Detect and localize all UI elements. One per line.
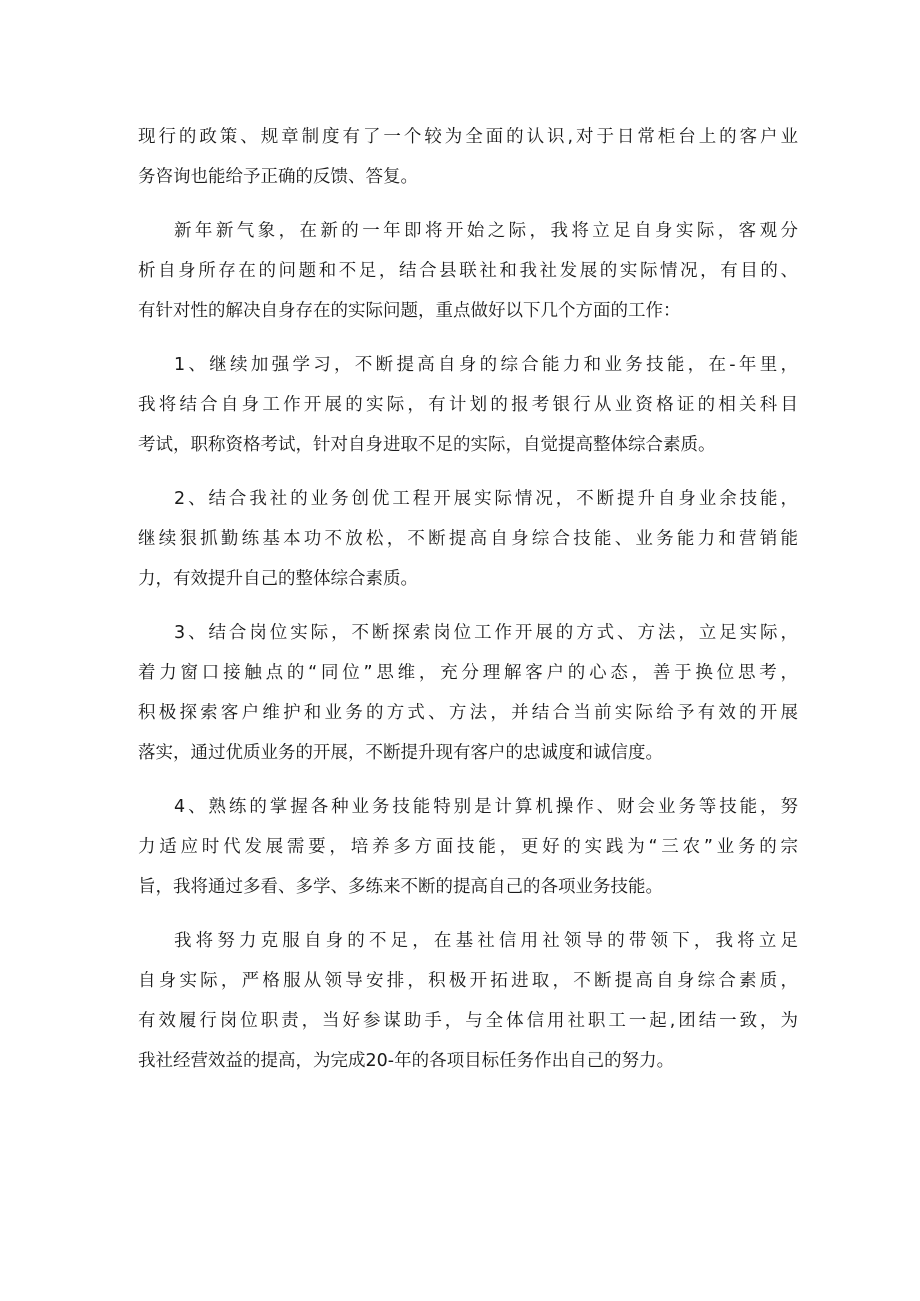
document-body bbox=[138, 117, 798, 1095]
text-line: 2、结合我社的业务创优工程开展实际情况，不断提升自身业余技能， bbox=[174, 489, 798, 509]
text-line: 落实，通过优质业务的开展，不断提升现有客户的忠诚度和诚信度。 bbox=[138, 743, 663, 763]
text-line: 自身实际，严格服从领导安排，积极开拓进取，不断提高自身综合素质， bbox=[138, 971, 798, 991]
text-line: 析自身所存在的问题和不足，结合县联社和我社发展的实际情况，有目的、 bbox=[138, 261, 798, 281]
text-line: 现行的政策、规章制度有了一个较为全面的认识,对于日常柜台上的客户业 bbox=[138, 127, 798, 147]
text-line: 我社经营效益的提高，为完成20-年的各项目标任务作出自己的努力。 bbox=[138, 1051, 675, 1071]
text-line: 有针对性的解决自身存在的实际问题，重点做好以下几个方面的工作： bbox=[138, 301, 681, 321]
text-line: 3、结合岗位实际，不断探索岗位工作开展的方式、方法，立足实际， bbox=[174, 623, 798, 643]
paragraph-item-4 bbox=[138, 787, 798, 907]
paragraph-item-3 bbox=[138, 613, 798, 773]
text-line: 新年新气象，在新的一年即将开始之际，我将立足自身实际，客观分 bbox=[174, 221, 798, 241]
text-line: 继续狠抓勤练基本功不放松，不断提高自身综合技能、业务能力和营销能 bbox=[138, 529, 798, 549]
text-line: 1、继续加强学习，不断提高自身的综合能力和业务技能，在-年里， bbox=[174, 355, 798, 375]
text-line: 力，有效提升自己的整体综合素质。 bbox=[138, 569, 418, 589]
text-line: 考试，职称资格考试，针对自身进取不足的实际，自觉提高整体综合素质。 bbox=[138, 435, 716, 455]
text-line: 务咨询也能给予正确的反馈、答复。 bbox=[138, 167, 418, 187]
text-line: 旨，我将通过多看、多学、多练来不断的提高自己的各项业务技能。 bbox=[138, 877, 663, 897]
paragraph-item-1 bbox=[138, 345, 798, 465]
paragraph-conclusion bbox=[138, 921, 798, 1081]
text-line: 有效履行岗位职责，当好参谋助手，与全体信用社职工一起,团结一致，为 bbox=[138, 1011, 798, 1031]
text-line: 着力窗口接触点的“同位”思维，充分理解客户的心态，善于换位思考， bbox=[138, 663, 798, 683]
paragraph-item-2 bbox=[138, 479, 798, 599]
text-line: 我将努力克服自身的不足，在基社信用社领导的带领下，我将立足 bbox=[174, 931, 798, 951]
text-line: 4、熟练的掌握各种业务技能特别是计算机操作、财会业务等技能，努 bbox=[174, 797, 798, 817]
paragraph-new-year-plan bbox=[138, 211, 798, 331]
paragraph-continuation bbox=[138, 117, 798, 197]
text-line: 积极探索客户维护和业务的方式、方法，并结合当前实际给予有效的开展 bbox=[138, 703, 798, 723]
text-line: 力适应时代发展需要，培养多方面技能，更好的实践为“三农”业务的宗 bbox=[138, 837, 798, 857]
text-line: 我将结合自身工作开展的实际，有计划的报考银行从业资格证的相关科目 bbox=[138, 395, 798, 415]
